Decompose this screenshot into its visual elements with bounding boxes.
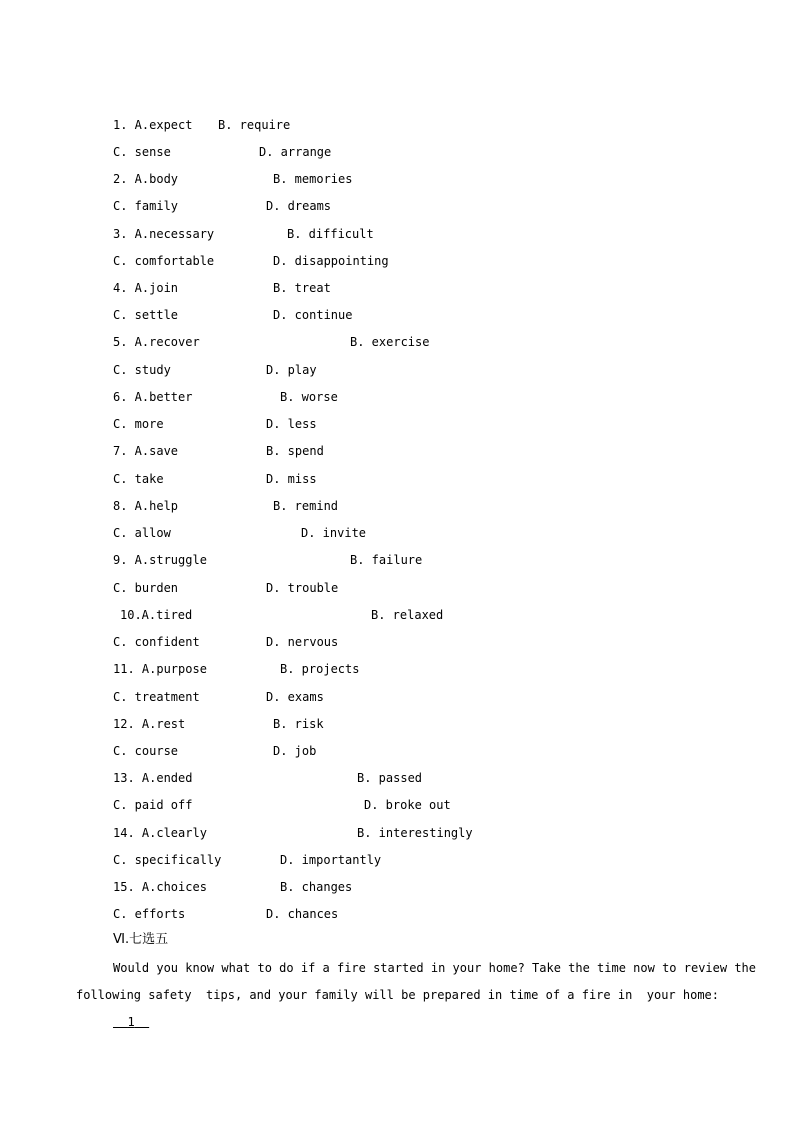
q7-option-c: C. take	[113, 472, 164, 486]
q8-option-a: 8. A.help	[113, 499, 179, 513]
q11-option-c: C. treatment	[113, 690, 200, 704]
q12-option-d: D. job	[273, 744, 317, 758]
q5-option-d: D. play	[266, 363, 317, 377]
q9-option-b: B. failure	[350, 553, 423, 567]
q13-option-a: 13. A.ended	[113, 771, 193, 785]
q11-option-a: 11. A.purpose	[113, 662, 207, 676]
q4-option-d: D. continue	[273, 308, 353, 322]
q3-option-a: 3. A.necessary	[113, 227, 215, 241]
q7-option-b: B. spend	[266, 444, 324, 458]
q10-option-c: C. confident	[113, 635, 200, 649]
q9-option-d: D. trouble	[266, 581, 339, 595]
q15-option-b: B. changes	[280, 880, 353, 894]
q2-option-c: C. family	[113, 199, 179, 213]
q13-option-b: B. passed	[357, 771, 423, 785]
q3-option-b: B. difficult	[287, 227, 374, 241]
q12-option-c: C. course	[113, 744, 179, 758]
section-title: Ⅵ.七选五	[113, 932, 169, 947]
q14-option-b: B. interestingly	[357, 826, 473, 840]
q11-option-d: D. exams	[266, 690, 324, 704]
q4-option-c: C. settle	[113, 308, 179, 322]
q14-option-c: C. specifically	[113, 853, 222, 867]
q14-option-d: D. importantly	[280, 853, 382, 867]
q12-option-a: 12. A.rest	[113, 717, 186, 731]
q6-option-b: B. worse	[280, 390, 338, 404]
q14-option-a: 14. A.clearly	[113, 826, 207, 840]
q15-option-a: 15. A.choices	[113, 880, 207, 894]
q5-option-b: B. exercise	[350, 335, 430, 349]
q9-option-a: 9. A.struggle	[113, 553, 207, 567]
q1-option-c: C. sense	[113, 145, 171, 159]
paragraph-line-2: following safety tips, and your family will be prepared in time of a fire in your home:	[76, 988, 719, 1002]
q6-option-c: C. more	[113, 417, 164, 431]
q2-option-b: B. memories	[273, 172, 353, 186]
q3-option-c: C. comfortable	[113, 254, 215, 268]
q11-option-b: B. projects	[280, 662, 360, 676]
q15-option-c: C. efforts	[113, 907, 186, 921]
q10-option-a: 10.A.tired	[120, 608, 193, 622]
q5-option-c: C. study	[113, 363, 171, 377]
q5-option-a: 5. A.recover	[113, 335, 200, 349]
q12-option-b: B. risk	[273, 717, 324, 731]
q8-option-b: B. remind	[273, 499, 339, 513]
answer-blank[interactable]	[113, 1014, 149, 1030]
q13-option-d: D. broke out	[364, 798, 451, 812]
paragraph-line-1: Would you know what to do if a fire started in your home? Take the time now to review the	[113, 961, 756, 975]
q2-option-d: D. dreams	[266, 199, 332, 213]
q15-option-d: D. chances	[266, 907, 339, 921]
q13-option-c: C. paid off	[113, 798, 193, 812]
q10-option-d: D. nervous	[266, 635, 339, 649]
q1-option-d: D. arrange	[259, 145, 332, 159]
q6-option-d: D. less	[266, 417, 317, 431]
q8-option-d: D. invite	[301, 526, 367, 540]
q1-option-a: 1. A.expect	[113, 118, 193, 132]
answer-blank-number: 1	[127, 1015, 135, 1029]
q7-option-a: 7. A.save	[113, 444, 179, 458]
q1-option-b: B. require	[218, 118, 291, 132]
q3-option-d: D. disappointing	[273, 254, 389, 268]
q7-option-d: D. miss	[266, 472, 317, 486]
q8-option-c: C. allow	[113, 526, 171, 540]
q6-option-a: 6. A.better	[113, 390, 193, 404]
q10-option-b: B. relaxed	[371, 608, 444, 622]
q2-option-a: 2. A.body	[113, 172, 179, 186]
q4-option-b: B. treat	[273, 281, 331, 295]
q4-option-a: 4. A.join	[113, 281, 179, 295]
q9-option-c: C. burden	[113, 581, 179, 595]
